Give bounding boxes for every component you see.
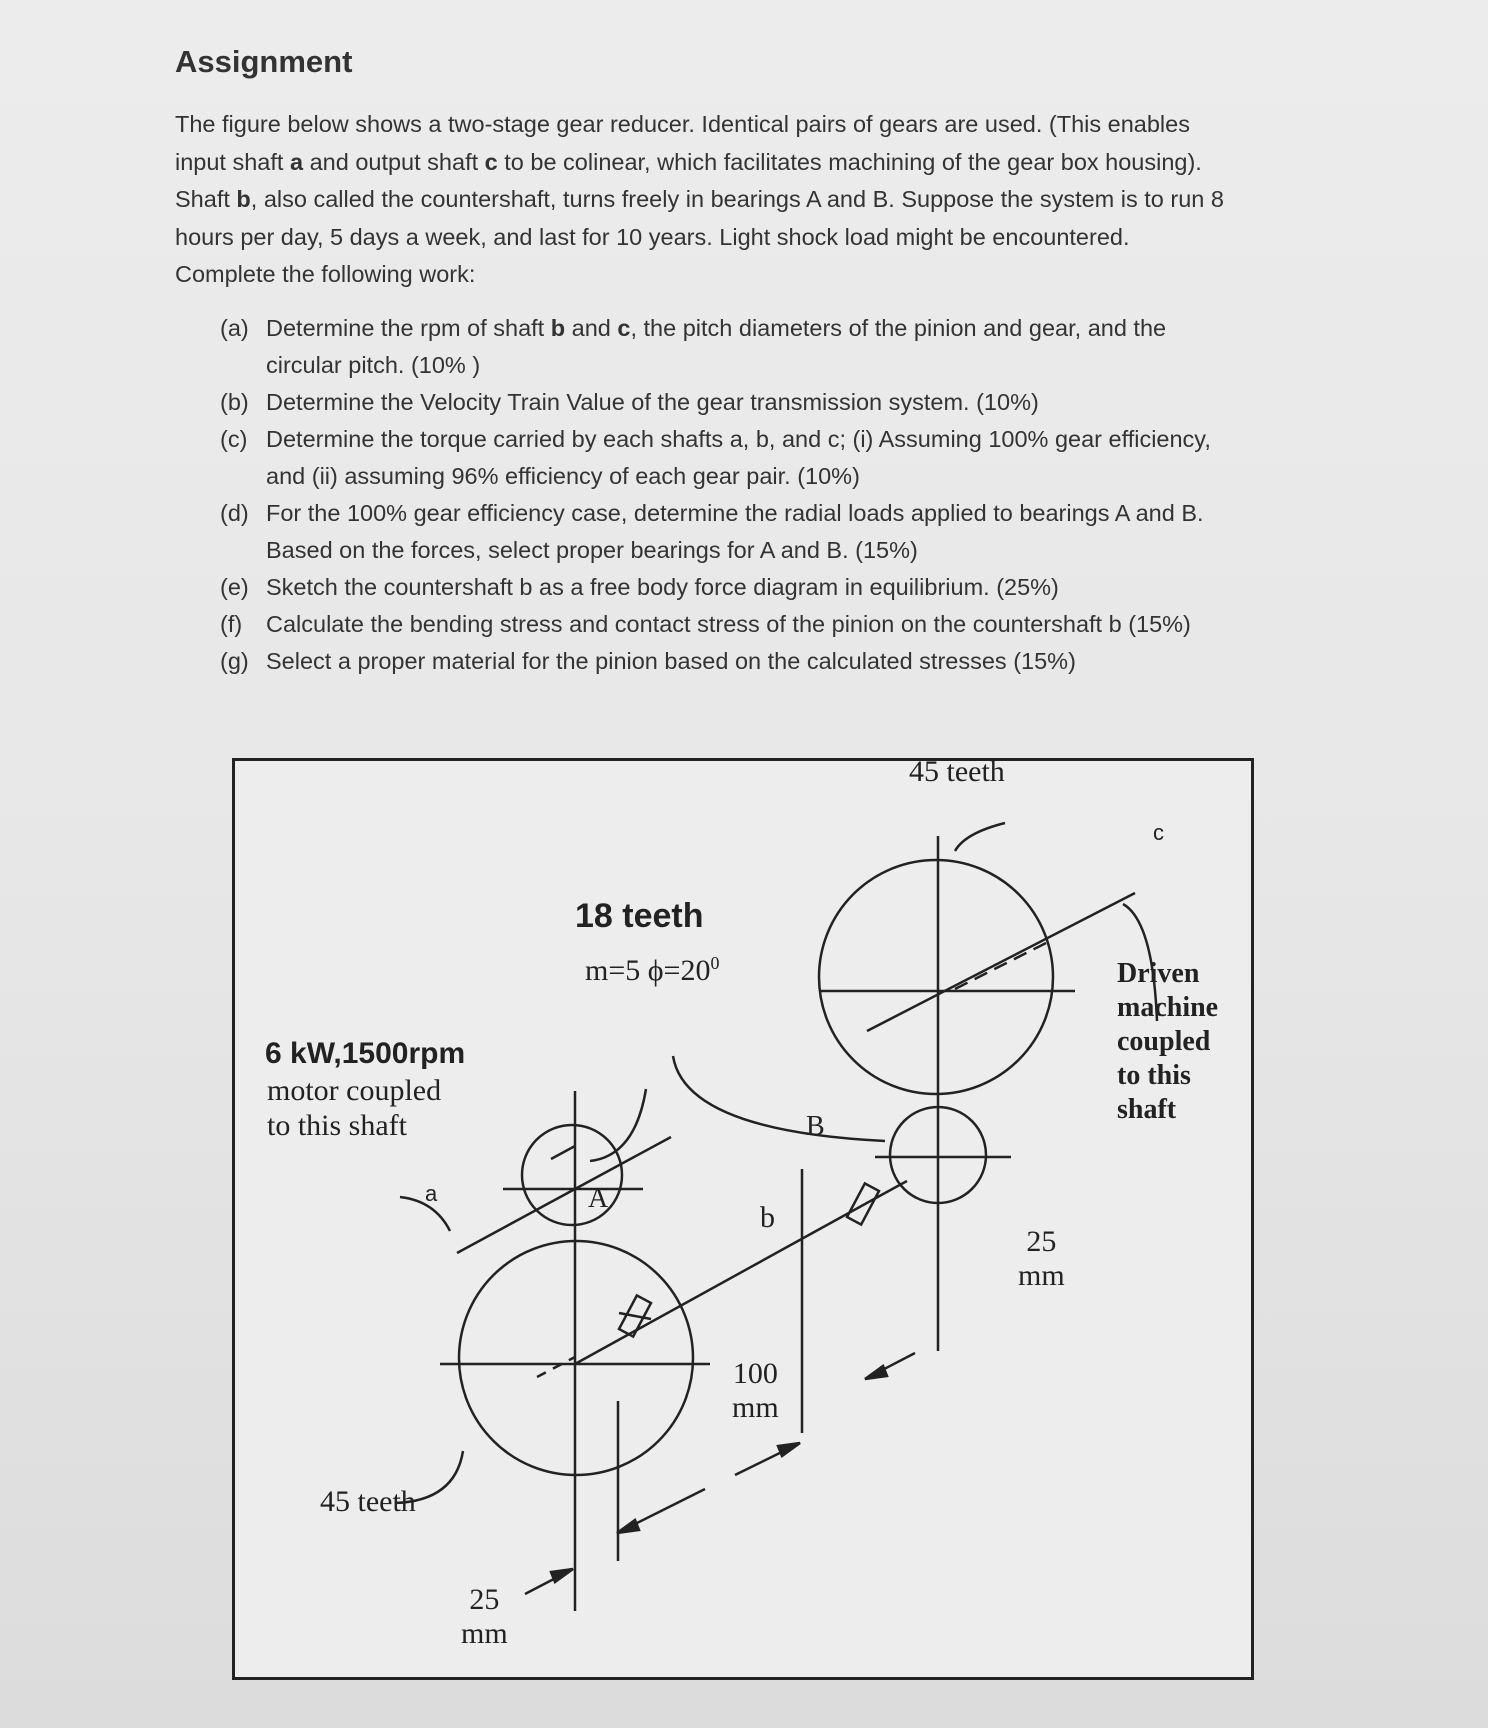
- pinion-teeth-label: 18 teeth: [575, 897, 704, 935]
- intro-line: hours per day, 5 days a week, and last for 10 years. Light shock load might be encountered.: [175, 223, 1130, 250]
- arrowhead: [617, 1520, 639, 1533]
- intro-line: Complete the following work:: [175, 261, 476, 287]
- task-label: (f): [220, 611, 243, 637]
- bearing-b-label: B: [806, 1111, 825, 1142]
- intro-line: Shaft b, also called the countershaft, turns freely in bearings A and B. Suppose the system is to run 8: [175, 186, 1224, 212]
- shaft-a-label: a: [425, 1181, 438, 1206]
- countershaft-hidden: [537, 1357, 575, 1377]
- task-item-d: (d) For the 100% gear efficiency case, determine the radial loads applied to bearings A and B. Based on the forces, select proper bearings for A and B. (15%): [220, 495, 1330, 569]
- arrowhead: [865, 1366, 887, 1379]
- task-item-b: (b) Determine the Velocity Train Value of the gear transmission system. (10%): [220, 384, 1330, 421]
- task-item-f: (f) Calculate the bending stress and contact stress of the pinion on the countershaft b (15%): [220, 606, 1330, 643]
- module-angle-label: m=5 $\phi=20^0$: [585, 953, 720, 987]
- intro-line: The figure below shows a two-stage gear reducer. Identical pairs of gears are used. (This enables: [175, 111, 1190, 137]
- driven-machine-label: Driven machine coupled to this shaft: [1117, 958, 1219, 1125]
- task-item-g: (g) Select a proper material for the pinion based on the calculated stresses (15%): [220, 643, 1330, 680]
- arrowhead: [551, 1569, 573, 1582]
- task-label: (b): [220, 389, 249, 415]
- shaft-c-hidden: [955, 941, 1050, 989]
- gear-c-teeth-label: 45 teeth: [909, 755, 1005, 788]
- leader-top-teeth: [955, 823, 1005, 851]
- dim-middle-label: 100 mm: [732, 1357, 779, 1424]
- task-list: [220, 310, 1330, 680]
- task-item-c: (c) Determine the torque carried by each shafts a, b, and c; (i) Assuming 100% gear efficiency, and (ii) assuming 96% efficiency of each gear pair. (10%): [220, 421, 1330, 495]
- bearing-a-label: A: [588, 1183, 609, 1214]
- arrowhead: [778, 1443, 800, 1456]
- shaft-c-label: c: [1153, 820, 1164, 845]
- motor-label-line1: 6 kW,1500rpm: [265, 1037, 466, 1070]
- leader-18-teeth: [590, 1089, 646, 1161]
- motor-label-line2: motor coupled: [267, 1074, 442, 1107]
- countershaft-b-line: [575, 1193, 885, 1364]
- output-gear-circle: [819, 860, 1053, 1094]
- intro-line: input shaft a and output shaft c to be colinear, which facilitates machining of the gear box housing).: [175, 148, 1202, 175]
- task-label: (d): [220, 500, 249, 526]
- gear-a-teeth-label: 45 teeth: [320, 1485, 416, 1518]
- shaft-a-line: [457, 1137, 671, 1253]
- task-item-e: (e) Sketch the countershaft b as a free body force diagram in equilibrium. (25%): [220, 569, 1330, 606]
- pinion-mark: [551, 1146, 575, 1159]
- intro-paragraph: [175, 106, 1325, 294]
- leader-phi: [673, 1056, 885, 1141]
- task-label: (c): [220, 426, 248, 452]
- dim-right-label: 25 mm: [1018, 1225, 1065, 1292]
- motor-label-line3: to this shaft: [267, 1109, 407, 1142]
- shaft-b-label: b: [760, 1201, 775, 1234]
- task-label: (a): [220, 315, 249, 341]
- task-label: (g): [220, 648, 249, 674]
- dim-left-label: 25 mm: [461, 1583, 508, 1650]
- assignment-title: Assignment: [175, 44, 353, 79]
- shaft-c-line: [867, 893, 1135, 1031]
- gear-reducer-figure: [232, 755, 1254, 1680]
- task-label: (e): [220, 574, 249, 600]
- gear-reducer-diagram: [235, 761, 1251, 1677]
- task-item-a: (a) Determine the rpm of shaft b and c, the pitch diameters of the pinion and gear, and the circular pitch. (10% ): [220, 310, 1330, 384]
